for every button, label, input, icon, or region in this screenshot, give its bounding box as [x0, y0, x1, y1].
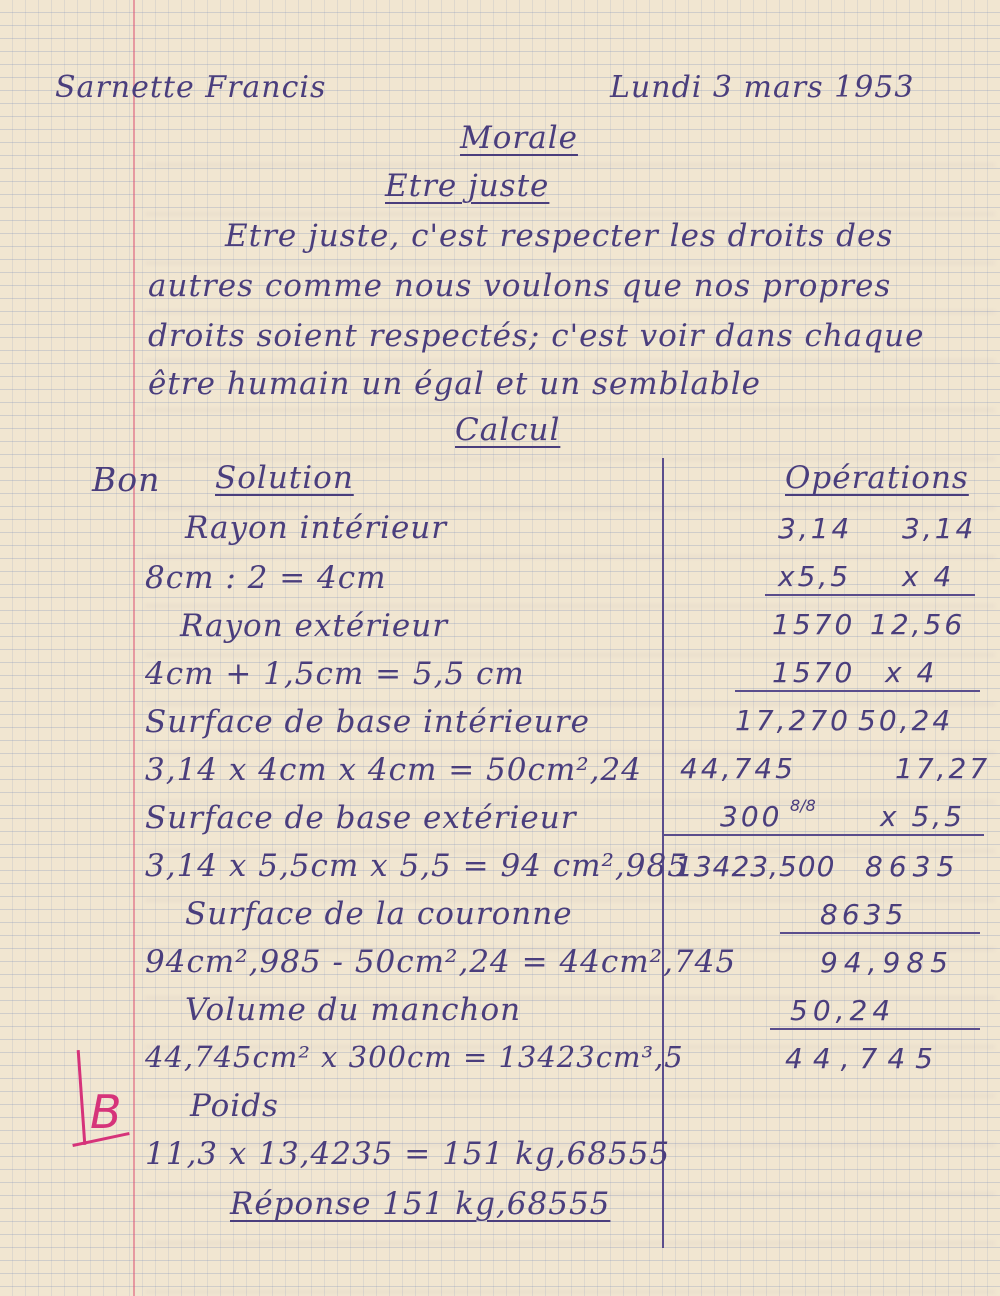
- morale-line-3: droits soient respectés; c'est voir dans chaque: [148, 318, 925, 354]
- date: Lundi 3 mars 1953: [610, 70, 915, 105]
- solution-line: 8cm : 2 = 4cm: [145, 560, 387, 596]
- op-col2: x 4: [902, 560, 955, 593]
- solution-line: 4cm + 1,5cm = 5,5 cm: [145, 656, 525, 692]
- solution-line: Surface de base extérieur: [145, 800, 577, 836]
- calcul-title: Calcul: [455, 412, 561, 448]
- morale-subject: Etre juste: [385, 168, 550, 204]
- op-col1: 300: [720, 800, 783, 833]
- solution-line: 11,3 x 13,4235 = 151 kg,68555: [145, 1136, 671, 1172]
- op-subtraction: 8635: [820, 898, 908, 931]
- morale-line-1: Etre juste, c'est respecter les droits des: [225, 218, 894, 254]
- solution-line: 3,14 x 4cm x 4cm = 50cm²,24: [145, 752, 642, 788]
- op-col2: 3,14: [902, 512, 977, 545]
- morale-line-4: être humain un égal et un semblable: [148, 366, 762, 402]
- morale-title: Morale: [460, 120, 578, 156]
- solution-line: Rayon extérieur: [180, 608, 449, 644]
- op-subtraction: 94,985: [820, 946, 954, 979]
- student-name: Sarnette Francis: [55, 70, 327, 105]
- op-rule: [765, 594, 975, 596]
- grade-mark-stroke: [77, 1050, 87, 1145]
- solution-line: 44,745cm² x 300cm = 13423cm³,5: [145, 1040, 684, 1074]
- op-rule: [735, 690, 980, 692]
- op-col2: x 4: [885, 656, 938, 689]
- operations-rule: [664, 834, 984, 836]
- op-col1-extra: 8/8: [790, 796, 816, 815]
- op-col1: 17,270: [735, 704, 851, 737]
- op-col1: 1570: [772, 656, 856, 689]
- op-col1: 3,14: [778, 512, 853, 545]
- solution-line: 94cm²,985 - 50cm²,24 = 44cm²,745: [145, 944, 737, 980]
- solution-line: Surface de base intérieure: [145, 704, 590, 740]
- grade-mark: B: [90, 1085, 122, 1139]
- operations-header: Opérations: [785, 460, 969, 496]
- op-rule: [780, 932, 980, 934]
- solution-line: Volume du manchon: [185, 992, 522, 1028]
- op-col2: 12,56: [870, 608, 966, 641]
- morale-line-2: autres comme nous voulons que nos propres: [148, 268, 892, 304]
- solution-header: Solution: [215, 460, 354, 496]
- op-col1: x5,5: [778, 560, 852, 593]
- op-col2: 50,24: [858, 704, 954, 737]
- solution-line: Poids: [190, 1088, 279, 1124]
- op-col2: x 5,5: [880, 800, 965, 833]
- op-subtraction: 50,24: [790, 994, 896, 1027]
- op-col1: 1570: [772, 608, 856, 641]
- op-col2: 17,27: [895, 752, 991, 785]
- op-col1: 44,745: [680, 752, 796, 785]
- op-subtraction: 44,745: [785, 1042, 943, 1075]
- op-rule: [770, 1028, 980, 1030]
- answer: Réponse 151 kg,68555: [230, 1186, 611, 1222]
- op-col1: 13423,500: [675, 850, 836, 883]
- op-col2: 8635: [865, 850, 961, 883]
- appreciation-bon: Bon: [92, 460, 161, 499]
- solution-line: 3,14 x 5,5cm x 5,5 = 94 cm²,985: [145, 848, 688, 884]
- solution-line: Rayon intérieur: [185, 510, 448, 546]
- margin-line: [133, 0, 135, 1296]
- solution-line: Surface de la couronne: [185, 896, 573, 932]
